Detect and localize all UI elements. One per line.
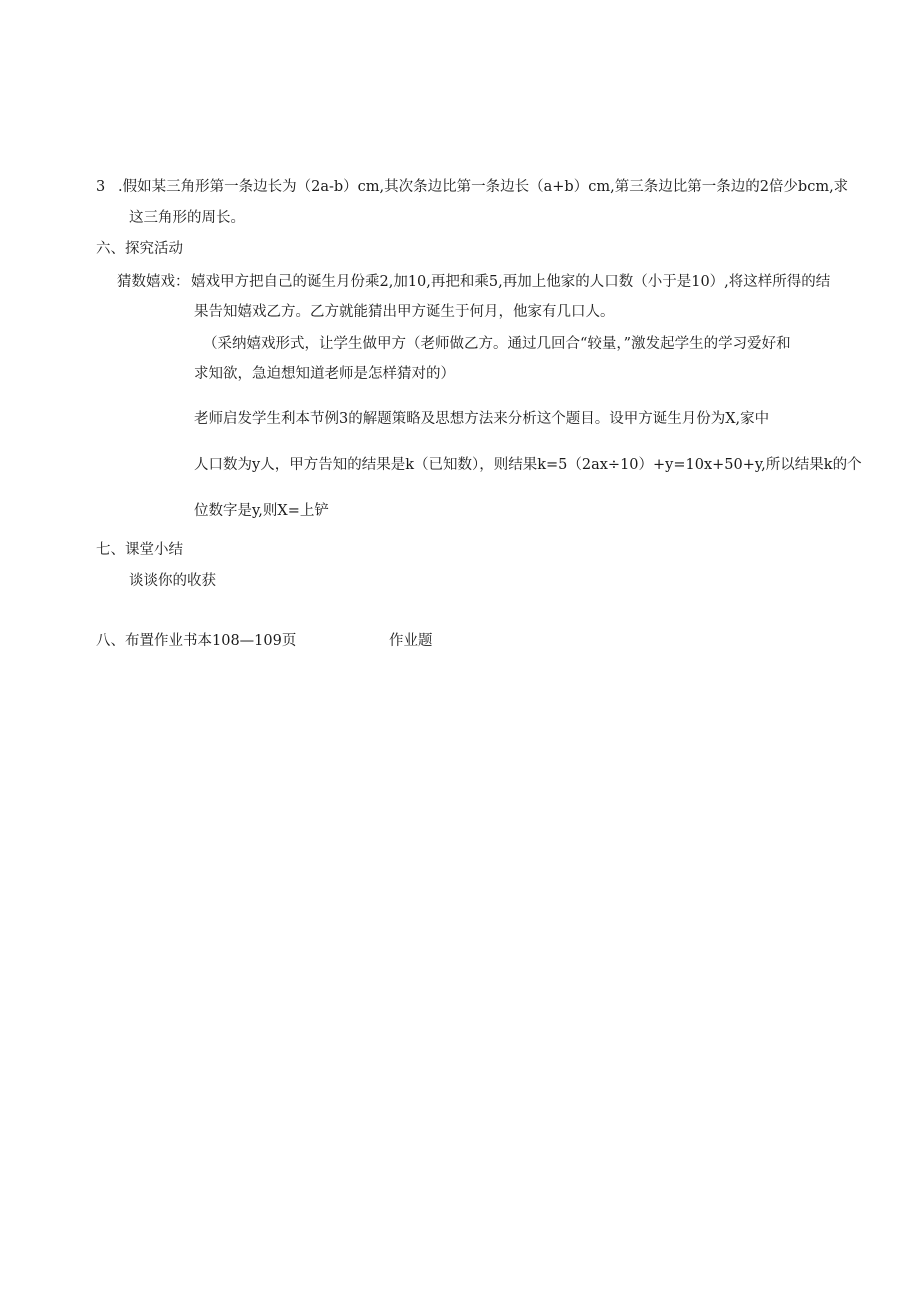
question-3-number: 3 bbox=[96, 179, 106, 195]
analysis-text-line-1: 老师启发学生利本节例3的解题策略及思想方法来分析这个题目。设甲方诞生月份为X,家中 bbox=[194, 411, 770, 427]
note-text-line-1: （采纳嬉戏形式，让学生做甲方（老师做乙方。通过几回合“较量，”激发起学生的学习爱好和 bbox=[203, 336, 791, 352]
analysis-text-line-3: 位数字是y,则X=上铲 bbox=[194, 503, 329, 519]
game-text-line-1: 嬉戏甲方把自己的诞生月份乘2,加10,再把和乘5,再加上他家的人口数（小于是10）,将这样所得的结 bbox=[191, 274, 831, 290]
question-3-text-line-2: 这三角形的周长。 bbox=[129, 210, 245, 226]
question-3-text-line-1: .假如某三角形第一条边长为（2a-b）cm,其次条边比第一条边长（a+b）cm,第三条边比第一条边的2倍少bcm,求 bbox=[118, 179, 849, 195]
note-text-line-2: 求知欲，急迫想知道老师是怎样猜对的） bbox=[194, 366, 455, 382]
section-8-heading: 八、布置作业书本108—109页 bbox=[96, 633, 297, 649]
game-label: 猜数嬉戏： bbox=[117, 274, 190, 290]
section-7-heading: 七、课堂小结 bbox=[96, 542, 183, 558]
section-6-heading: 六、探究活动 bbox=[96, 241, 183, 257]
summary-text: 谈谈你的收获 bbox=[129, 573, 216, 589]
game-text-line-2: 果告知嬉戏乙方。乙方就能猜出甲方诞生于何月，他家有几口人。 bbox=[194, 304, 615, 320]
homework-label: 作业题 bbox=[389, 633, 433, 649]
analysis-text-line-2: 人口数为y人，甲方告知的结果是k（已知数），则结果k=5（2ax÷10）+y=10x+50+y,所以结果k的个 bbox=[194, 457, 862, 473]
